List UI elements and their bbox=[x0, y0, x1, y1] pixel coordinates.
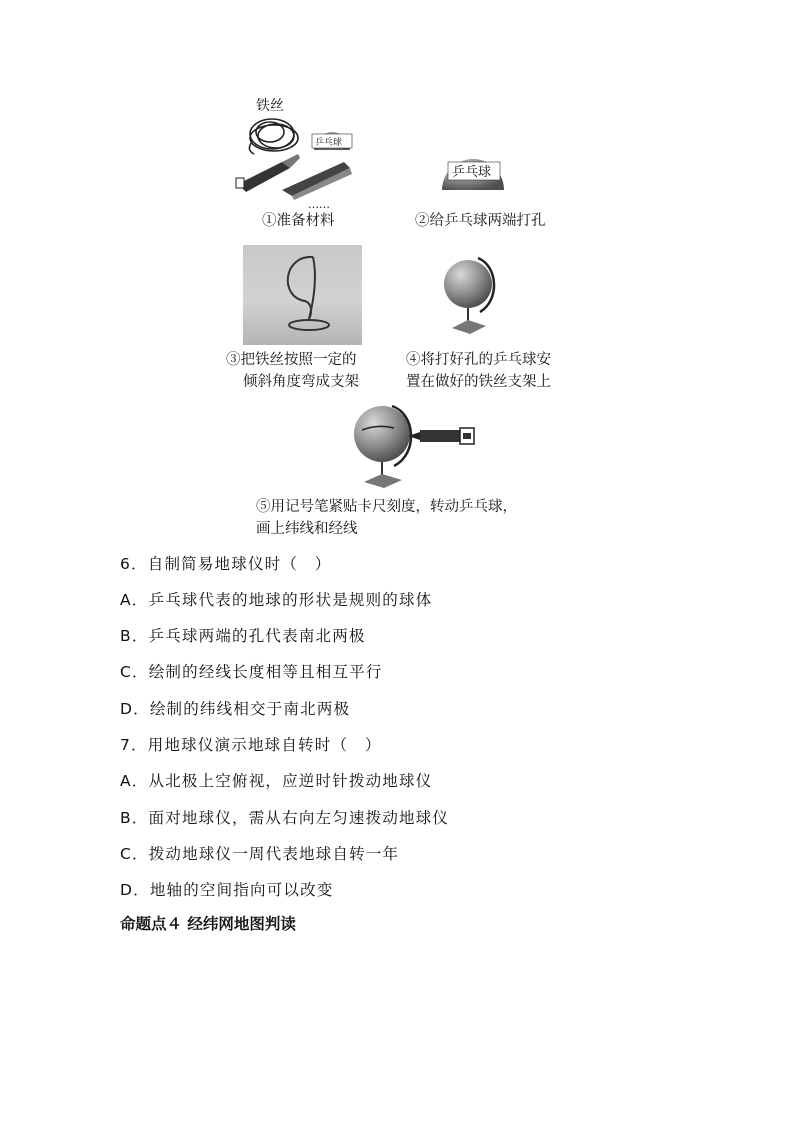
caption-step5-line1: ⑤用记号笔紧贴卡尺刻度，转动乒乓球， bbox=[256, 499, 517, 515]
section-title: 命题点４ 经纬网地图判读 bbox=[120, 915, 296, 933]
caption-step5-line2: 画上纬线和经线 bbox=[256, 521, 358, 537]
figure-drill-holes bbox=[440, 138, 506, 190]
globe-icon bbox=[444, 258, 494, 334]
ping-pong-ball-icon bbox=[312, 132, 352, 150]
wire-coil-icon bbox=[249, 119, 298, 154]
ruler-icon bbox=[282, 162, 352, 200]
figure-draw-lines bbox=[350, 400, 485, 488]
figure-ball-on-stand bbox=[440, 252, 500, 336]
wire-label: 铁丝 bbox=[256, 98, 284, 114]
question-7-option-a: A．从北极上空俯视，应逆时针拨动地球仪 bbox=[120, 772, 433, 790]
question-7-option-c: C．拨动地球仪一周代表地球自转一年 bbox=[120, 845, 400, 863]
caption-step1: ①准备材料 bbox=[262, 213, 335, 229]
ball-label: 乒乓球 bbox=[315, 138, 343, 148]
caption-step2: ②给乒乓球两端打孔 bbox=[415, 213, 546, 229]
ball-label: 乒乓球 bbox=[452, 165, 492, 180]
question-6-option-c: C．绘制的经线长度相等且相互平行 bbox=[120, 663, 383, 681]
question-7-option-b: B．面对地球仪，需从右向左匀速拨动地球仪 bbox=[120, 809, 450, 827]
more-materials-dots: …… bbox=[308, 198, 330, 211]
globe-icon bbox=[354, 406, 411, 488]
caption-step3-line2: 倾斜角度弯成支架 bbox=[243, 374, 359, 390]
marker-pen-icon bbox=[408, 428, 474, 444]
figure-bent-wire-stand bbox=[243, 245, 362, 345]
question-6-option-b: B．乒乓球两端的孔代表南北两极 bbox=[120, 627, 366, 645]
caption-step3-line1: ③把铁丝按照一定的 bbox=[226, 352, 357, 368]
caption-step4-line1: ④将打好孔的乒乓球安 bbox=[406, 352, 551, 368]
question-6-option-d: D．绘制的纬线相交于南北两极 bbox=[120, 700, 351, 718]
caption-step4-line2: 置在做好的铁丝支架上 bbox=[406, 374, 551, 390]
question-7-stem: 7．用地球仪演示地球自转时（ ） bbox=[120, 736, 382, 754]
question-7-option-d: D．地轴的空间指向可以改变 bbox=[120, 881, 334, 899]
question-6-stem: 6．自制简易地球仪时（ ） bbox=[120, 555, 332, 573]
figure-prepare-materials bbox=[232, 92, 362, 212]
question-6-option-a: A．乒乓球代表的地球的形状是规则的球体 bbox=[120, 591, 433, 609]
